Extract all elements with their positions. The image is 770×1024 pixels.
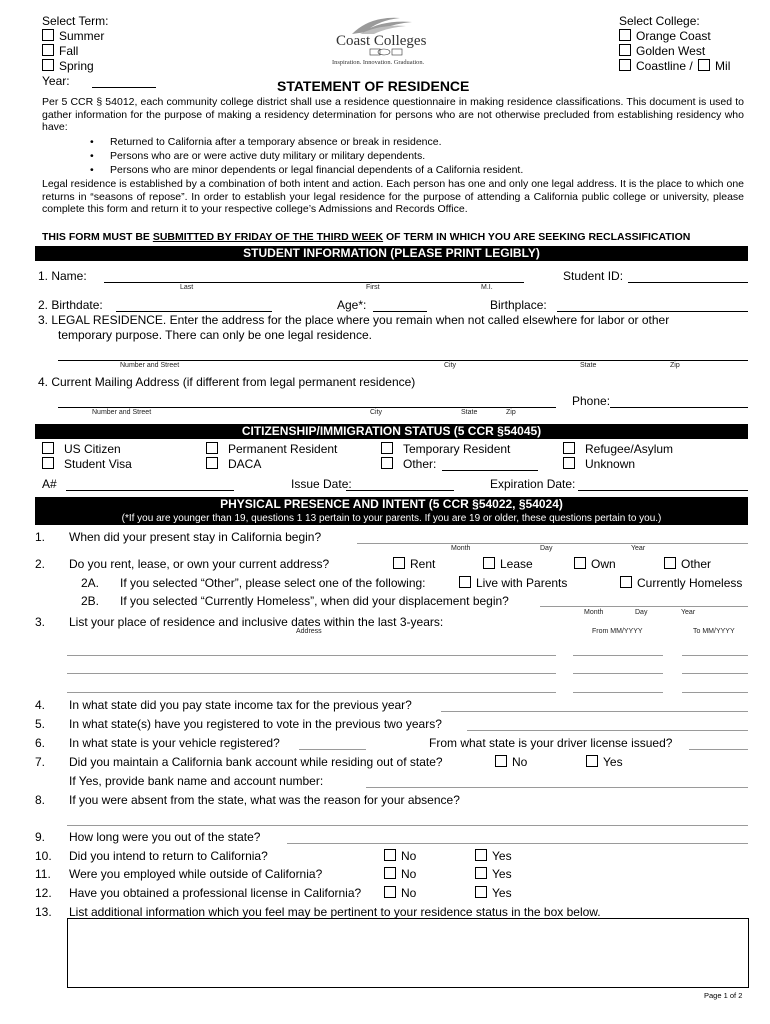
birthdate-label: 2. Birthdate: [38, 298, 103, 312]
q8-field[interactable] [67, 825, 748, 826]
daca-label: DACA [228, 457, 262, 471]
coastline-checkbox[interactable] [619, 59, 631, 71]
orange-coast-label: Orange Coast [636, 29, 711, 43]
q3-to-field[interactable] [682, 673, 748, 674]
fall-label: Fall [59, 44, 79, 58]
q2-text: Do you rent, lease, or own your current address? [69, 557, 330, 571]
year-label: Year: [42, 74, 70, 88]
q7-no-label: No [512, 755, 528, 769]
q11-number: 11. [35, 867, 51, 881]
q7-no-checkbox[interactable] [495, 755, 507, 767]
q2-option-own[interactable] [574, 557, 616, 571]
q1-sub-month: Month [451, 545, 471, 552]
q1-text: When did your present stay in California begin? [69, 530, 322, 544]
q6-text: In what state is your vehicle registered? [69, 736, 280, 750]
permanent-resident-label: Permanent Resident [228, 442, 338, 456]
age-label: Age*: [337, 298, 367, 312]
college-option-coastline[interactable] [619, 59, 730, 73]
q6-vehicle-field[interactable] [299, 749, 366, 750]
q7-yes-label: Yes [603, 755, 623, 769]
expiration-date-field[interactable] [578, 490, 748, 491]
us-citizen-checkbox[interactable] [42, 442, 54, 454]
q9-field[interactable] [287, 843, 748, 844]
q6-license-field[interactable] [689, 749, 748, 750]
citizenship-student-visa[interactable] [42, 457, 132, 471]
q2a-option-parents[interactable] [459, 576, 567, 590]
bullet-item: • Persons who are minor dependents or legal financial dependents of a California resident. [90, 164, 524, 176]
citizenship-permanent-resident[interactable] [206, 442, 337, 456]
bullet-item: • Returned to California after a temporary absence or break in residence. [90, 136, 442, 148]
fall-checkbox[interactable] [42, 44, 54, 56]
q2-option-lease[interactable] [483, 557, 533, 571]
spring-checkbox[interactable] [42, 59, 54, 71]
q11-yes-label: Yes [492, 867, 512, 881]
q2b-date-field[interactable] [540, 606, 748, 607]
citizenship-us-citizen[interactable] [42, 442, 121, 456]
mil-label: Mil [715, 59, 731, 73]
q2-option-rent[interactable] [393, 557, 435, 571]
refugee-checkbox[interactable] [563, 442, 575, 454]
q10-option-no[interactable] [384, 849, 416, 863]
term-option-summer[interactable] [42, 29, 104, 43]
q1-sub-year: Year [631, 545, 646, 552]
legal-residence-label: 3. LEGAL RESIDENCE. Enter the address for the place where you remain when not called elsewhere for labor or other [38, 313, 670, 327]
page-title: STATEMENT OF RESIDENCE [277, 78, 470, 94]
q3-address-field[interactable] [67, 692, 556, 693]
q5-number: 5. [35, 717, 46, 731]
citizenship-daca[interactable] [206, 457, 261, 471]
own-label: Own [591, 557, 616, 571]
birthdate-field[interactable] [116, 311, 272, 312]
presence-note: (*If you are younger than 19, questions 1 13 pertain to your parents. If you are 19 or older, these questions pertain to you.) [35, 512, 748, 525]
name-label: 1. Name: [38, 269, 87, 283]
mailing-address-label: 4. Current Mailing Address (if different from legal permanent residence) [38, 375, 416, 389]
q12-yes-checkbox[interactable] [475, 886, 487, 898]
q8-number: 8. [35, 793, 46, 807]
q2-number: 2. [35, 557, 46, 571]
summer-checkbox[interactable] [42, 29, 54, 41]
q2b-sub-month: Month [584, 609, 604, 616]
golden-west-checkbox[interactable] [619, 44, 631, 56]
addr-sub-state: State [580, 362, 597, 369]
a-number-label: A# [42, 477, 57, 491]
live-with-parents-label: Live with Parents [476, 576, 568, 590]
currently-homeless-checkbox[interactable] [620, 576, 632, 588]
q11-no-label: No [401, 867, 417, 881]
q2a-number: 2A. [81, 576, 100, 590]
spring-label: Spring [59, 59, 94, 73]
other-status-field[interactable] [442, 470, 538, 471]
q11-yes-checkbox[interactable] [475, 867, 487, 879]
citizenship-header: CITIZENSHIP/IMMIGRATION STATUS (5 CCR §54045) [35, 424, 748, 439]
intro-paragraph: Per 5 CCR § 54012, each community college district shall use a residence questionnaire in making residence classifications. This document is used to gather information for the purpose of making a residency determination for persons who are not otherwise precluded from establishing residency who have: [42, 96, 744, 133]
us-citizen-label: US Citizen [64, 442, 121, 456]
q12-option-no[interactable] [384, 886, 416, 900]
mail-sub-street: Number and Street [92, 409, 152, 416]
q2b-text: If you selected “Currently Homeless”, when did your displacement begin? [120, 594, 509, 608]
citizenship-unknown[interactable] [563, 457, 635, 471]
phone-field[interactable] [610, 407, 748, 408]
q3-from-field[interactable] [573, 673, 663, 674]
q8-text: If you were absent from the state, what was the reason for your absence? [69, 793, 460, 807]
other-label: Other [681, 557, 712, 571]
addr-sub-zip: Zip [670, 362, 680, 369]
q3-sub-address: Address [296, 628, 322, 635]
coastline-label: Coastline / [636, 59, 693, 73]
q4-number: 4. [35, 698, 46, 712]
citizenship-refugee[interactable] [563, 442, 673, 456]
q10-yes-checkbox[interactable] [475, 849, 487, 861]
q1-date-field[interactable] [357, 543, 748, 544]
term-option-spring[interactable] [42, 59, 94, 73]
student-id-field[interactable] [628, 282, 748, 283]
svg-text:Coast Colleges: Coast Colleges [336, 33, 427, 49]
expiration-date-label: Expiration Date: [490, 477, 576, 491]
student-visa-checkbox[interactable] [42, 457, 54, 469]
q4-text: In what state did you pay state income tax for the previous year? [69, 698, 412, 712]
q2-option-other[interactable] [664, 557, 711, 571]
rent-label: Rent [410, 557, 436, 571]
q10-number: 10. [35, 849, 52, 863]
q3-text: List your place of residence and inclusive dates within the last 3-years: [69, 615, 444, 629]
q3-sub-from: From MM/YYYY [592, 628, 643, 635]
addr-sub-street: Number and Street [120, 362, 180, 369]
q7-number: 7. [35, 755, 46, 769]
coast-colleges-logo [330, 14, 438, 68]
birthplace-field[interactable] [557, 311, 748, 312]
page-number: Page 1 of 2 [704, 991, 743, 1000]
mail-sub-state: State [461, 409, 478, 416]
q2a-option-homeless[interactable] [620, 576, 742, 590]
student-id-label: Student ID: [563, 269, 624, 283]
q10-text: Did you intend to return to California? [69, 849, 268, 863]
issue-date-label: Issue Date: [291, 477, 352, 491]
age-field[interactable] [373, 311, 427, 312]
q4-field[interactable] [441, 711, 748, 712]
q10-no-checkbox[interactable] [384, 849, 396, 861]
q3-number: 3. [35, 615, 46, 629]
live-with-parents-checkbox[interactable] [459, 576, 471, 588]
q3-address-field[interactable] [67, 655, 556, 656]
citizenship-temporary-resident[interactable] [381, 442, 510, 456]
q11-option-yes[interactable] [475, 867, 512, 881]
issue-date-field[interactable] [346, 490, 454, 491]
q7-option-no[interactable] [495, 755, 527, 769]
lease-label: Lease [500, 557, 533, 571]
term-option-fall[interactable] [42, 44, 78, 58]
q6-number: 6. [35, 736, 46, 750]
permanent-resident-checkbox[interactable] [206, 442, 218, 454]
q3-from-field[interactable] [573, 692, 663, 693]
name-field[interactable] [104, 282, 524, 283]
rent-checkbox[interactable] [393, 557, 405, 569]
q6-text2: From what state is your driver license issued? [429, 736, 673, 750]
temporary-resident-checkbox[interactable] [381, 442, 393, 454]
q13-number: 13. [35, 905, 52, 919]
q7-option-yes[interactable] [586, 755, 623, 769]
mail-sub-city: City [370, 409, 383, 416]
q7-bank-field[interactable] [366, 787, 748, 788]
deadline-notice: THIS FORM MUST BE SUBMITTED BY FRIDAY OF THE THIRD WEEK OF TERM IN WHICH YOU ARE SEEKING RECLASSIFICATION [42, 231, 691, 243]
other-status-checkbox[interactable] [381, 457, 393, 469]
name-sub-last: Last [180, 284, 194, 291]
q2b-sub-year: Year [681, 609, 696, 616]
unknown-checkbox[interactable] [563, 457, 575, 469]
q12-yes-label: Yes [492, 886, 512, 900]
q2a-text: If you selected “Other”, please select one of the following: [120, 576, 426, 590]
q11-option-no[interactable] [384, 867, 416, 881]
q3-to-field[interactable] [682, 655, 748, 656]
q10-yes-label: Yes [492, 849, 512, 863]
temporary-resident-label: Temporary Resident [403, 442, 511, 456]
q5-field[interactable] [467, 730, 748, 731]
q2b-number: 2B. [81, 594, 100, 608]
refugee-label: Refugee/Asylum [585, 442, 674, 456]
q11-no-checkbox[interactable] [384, 867, 396, 879]
other-checkbox[interactable] [664, 557, 676, 569]
year-field[interactable] [92, 87, 156, 88]
q3-from-field[interactable] [573, 655, 663, 656]
college-option-golden-west[interactable] [619, 44, 705, 58]
q11-text: Were you employed while outside of California? [69, 867, 323, 881]
svg-text:Inspiration. Innovation. Gradu: Inspiration. Innovation. Graduation. [332, 59, 425, 66]
select-college-label: Select College: [619, 14, 700, 28]
q10-no-label: No [401, 849, 417, 863]
q3-sub-to: To MM/YYYY [693, 628, 735, 635]
addr-sub-city: City [444, 362, 457, 369]
citizenship-other[interactable] [381, 457, 436, 471]
q1-sub-day: Day [540, 545, 553, 552]
birthplace-label: Birthplace: [490, 298, 547, 312]
q5-text: In what state(s) have you registered to vote in the previous two years? [69, 717, 442, 731]
q7-text: Did you maintain a California bank account while residing out of state? [69, 755, 443, 769]
name-sub-mi: M.I. [481, 284, 493, 291]
name-sub-first: First [366, 284, 380, 291]
other-status-label: Other: [403, 457, 437, 471]
q7-yes-checkbox[interactable] [586, 755, 598, 767]
mailing-address-field[interactable] [58, 407, 556, 408]
legal-residence-label-cont: temporary purpose. There can only be one legal residence. [58, 328, 372, 342]
q12-number: 12. [35, 886, 52, 900]
legal-residence-field[interactable] [58, 360, 748, 361]
q1-number: 1. [35, 530, 46, 544]
mil-checkbox[interactable] [698, 59, 710, 71]
lease-checkbox[interactable] [483, 557, 495, 569]
student-info-header: STUDENT INFORMATION (PLEASE PRINT LEGIBLY) [35, 246, 748, 261]
q12-no-label: No [401, 886, 417, 900]
orange-coast-checkbox[interactable] [619, 29, 631, 41]
bullet-item: • Persons who are or were active duty military or military dependents. [90, 150, 426, 162]
student-visa-label: Student Visa [64, 457, 132, 471]
legal-residence-paragraph: Legal residence is established by a combination of both intent and action. Each person has one and only one legal address. It is the place to which one returns in “seasons of repose”. In order to establish your legal residence for the purpose of attending a California public college or university, please complete this form and return it to your respective college’s Admissions and Records Office. [42, 178, 744, 215]
own-checkbox[interactable] [574, 557, 586, 569]
golden-west-label: Golden West [636, 44, 706, 58]
phone-label: Phone: [572, 394, 611, 408]
currently-homeless-label: Currently Homeless [637, 576, 743, 590]
q9-number: 9. [35, 830, 46, 844]
q13-text: List additional information which you feel may be pertinent to your residence status in the box below. [69, 905, 601, 919]
q7-text2: If Yes, provide bank name and account number: [69, 774, 324, 788]
a-number-field[interactable] [66, 490, 234, 491]
daca-checkbox[interactable] [206, 457, 218, 469]
q3-to-field[interactable] [682, 692, 748, 693]
q3-address-field[interactable] [67, 673, 556, 674]
q9-text: How long were you out of the state? [69, 830, 261, 844]
summer-label: Summer [59, 29, 105, 43]
select-term-label: Select Term: [42, 14, 109, 28]
q12-option-yes[interactable] [475, 886, 512, 900]
q2b-sub-day: Day [635, 609, 648, 616]
q12-text: Have you obtained a professional license in California? [69, 886, 362, 900]
q12-no-checkbox[interactable] [384, 886, 396, 898]
mail-sub-zip: Zip [506, 409, 516, 416]
logo-graphic-icon [330, 14, 438, 68]
additional-info-textarea[interactable] [67, 918, 749, 988]
unknown-label: Unknown [585, 457, 636, 471]
q10-option-yes[interactable] [475, 849, 512, 863]
college-option-orange-coast[interactable] [619, 29, 711, 43]
presence-header: PHYSICAL PRESENCE AND INTENT (5 CCR §54022, §54024) [35, 497, 748, 512]
